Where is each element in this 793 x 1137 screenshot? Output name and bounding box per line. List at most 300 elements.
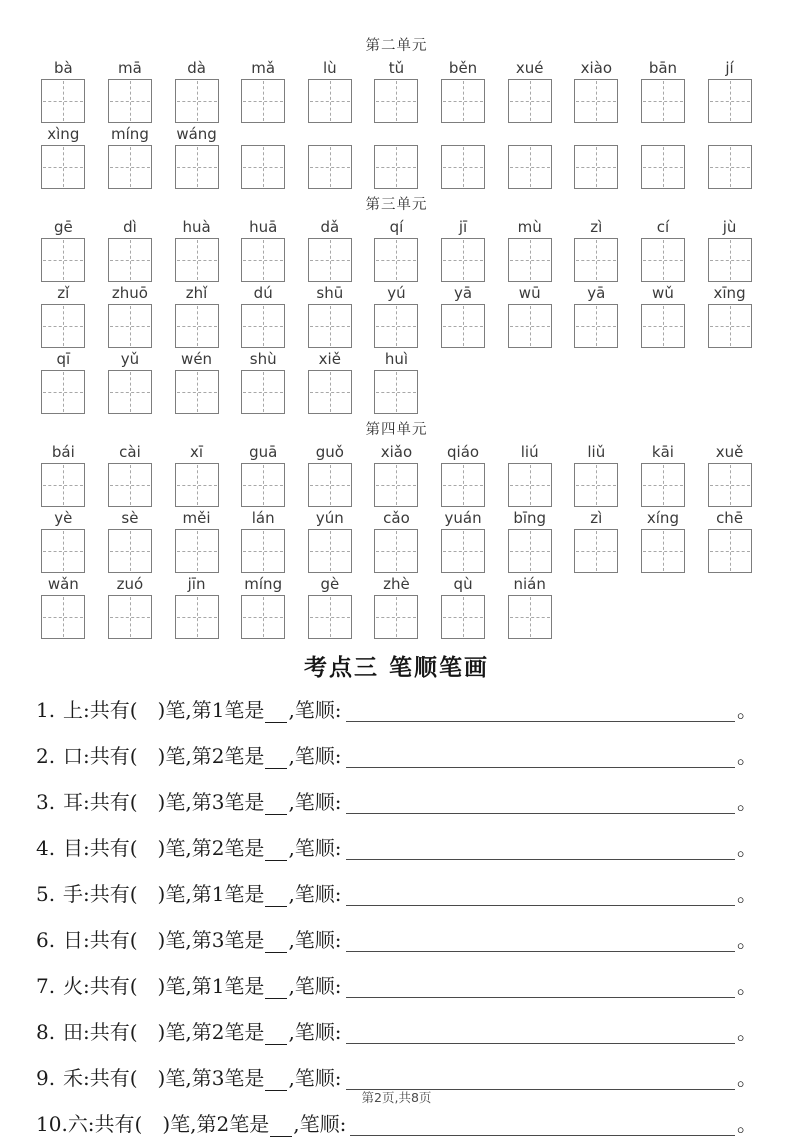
- question-number: 3.: [36, 790, 56, 814]
- question-period: 。: [737, 744, 757, 768]
- grid-dashed-vline: [197, 372, 198, 412]
- grid-cell: [496, 124, 563, 189]
- stroke-answer-blank[interactable]: [265, 994, 287, 999]
- pinyin-label: qiáo: [447, 443, 480, 461]
- question-number: 10.: [36, 1112, 68, 1136]
- writing-grid-box[interactable]: [641, 79, 685, 123]
- grid-cell: [496, 442, 563, 507]
- question-number: 2.: [36, 744, 56, 768]
- stroke-answer-blank[interactable]: [270, 1132, 292, 1137]
- pinyin-label: dì: [123, 218, 137, 236]
- grid-dashed-vline: [663, 531, 664, 571]
- grid-cell: [363, 442, 430, 507]
- grid-dashed-vline: [396, 306, 397, 346]
- writing-grid-box[interactable]: [308, 595, 352, 639]
- writing-grid-box[interactable]: [41, 370, 85, 414]
- grid-dashed-vline: [130, 306, 131, 346]
- stroke-order-answer-line[interactable]: [350, 1131, 735, 1136]
- writing-grid-box[interactable]: [308, 529, 352, 573]
- writing-grid-box[interactable]: [41, 595, 85, 639]
- grid-dashed-vline: [130, 597, 131, 637]
- question-text-after-blank: ,笔顺:: [288, 882, 342, 906]
- writing-grid-box[interactable]: [708, 238, 752, 282]
- stroke-answer-blank[interactable]: [265, 1040, 287, 1045]
- writing-grid-box[interactable]: [641, 529, 685, 573]
- grid-dashed-vline: [63, 465, 64, 505]
- grid-cell: [163, 58, 230, 123]
- question-period: 。: [737, 698, 757, 722]
- grid-cell: [230, 217, 297, 282]
- writing-grid-box[interactable]: [374, 529, 418, 573]
- writing-grid-box[interactable]: [708, 79, 752, 123]
- question-text-after-blank: ,笔顺:: [288, 744, 342, 768]
- pinyin-label: wū: [518, 284, 541, 302]
- pinyin-label: zhuō: [111, 284, 148, 302]
- writing-grid-box[interactable]: [308, 370, 352, 414]
- grid-dashed-vline: [463, 81, 464, 121]
- question-row: [36, 878, 757, 907]
- grid-cell: [563, 124, 630, 189]
- pinyin-label: wén: [181, 350, 213, 368]
- grid-dashed-vline: [197, 531, 198, 571]
- writing-grid-box[interactable]: [508, 529, 552, 573]
- grid-cell: [230, 442, 297, 507]
- pinyin-label: jí: [725, 59, 734, 77]
- writing-grid-box[interactable]: [108, 370, 152, 414]
- pinyin-label: zhè: [383, 575, 410, 593]
- writing-grid-box[interactable]: [374, 304, 418, 348]
- pinyin-label: dú: [253, 284, 273, 302]
- question-number: 4.: [36, 836, 56, 860]
- grid-dashed-vline: [330, 597, 331, 637]
- grid-dashed-vline: [330, 465, 331, 505]
- grid-cell: [163, 283, 230, 348]
- question-text: 上:共有( )笔,第1笔是: [63, 698, 265, 722]
- grid-cell: [163, 349, 230, 414]
- writing-grid-box[interactable]: [374, 463, 418, 507]
- grid-cell: [630, 508, 697, 573]
- writing-grid-box[interactable]: [175, 145, 219, 189]
- grid-dashed-vline: [263, 81, 264, 121]
- grid-cell: [696, 58, 763, 123]
- grid-dashed-vline: [730, 147, 731, 187]
- pinyin-label: bīng: [513, 509, 547, 527]
- grid-cell: [297, 574, 364, 639]
- grid-dashed-vline: [596, 465, 597, 505]
- unit-title: 第二单元: [365, 38, 428, 54]
- writing-grid-box[interactable]: [708, 304, 752, 348]
- grid-cell: [30, 574, 97, 639]
- writing-grid-box[interactable]: [708, 463, 752, 507]
- pinyin-label: xué: [515, 59, 544, 77]
- writing-grid-box[interactable]: [41, 463, 85, 507]
- pinyin-label: dǎ: [320, 218, 340, 236]
- grid-cell: [297, 508, 364, 573]
- writing-grid-box[interactable]: [308, 463, 352, 507]
- question-row: [36, 1062, 757, 1091]
- writing-grid-box[interactable]: [441, 238, 485, 282]
- question-row: [36, 1016, 757, 1045]
- pinyin-label: nián: [513, 575, 546, 593]
- grid-cell: [430, 442, 497, 507]
- pinyin-label: wǎn: [47, 575, 79, 593]
- writing-grid-box[interactable]: [308, 145, 352, 189]
- grid-row: [30, 508, 763, 573]
- pinyin-label: cǎo: [383, 509, 410, 527]
- stroke-answer-blank[interactable]: [265, 902, 287, 907]
- grid-cell: [97, 508, 164, 573]
- grid-cell: [30, 349, 97, 414]
- grid-cell: [97, 574, 164, 639]
- grid-cell: [430, 124, 497, 189]
- writing-grid-box[interactable]: [441, 304, 485, 348]
- writing-grid-box[interactable]: [175, 463, 219, 507]
- grid-dashed-vline: [596, 531, 597, 571]
- grid-dashed-vline: [596, 240, 597, 280]
- pinyin-label: huā: [249, 218, 278, 236]
- pinyin-units-container: [30, 34, 763, 639]
- writing-grid-box[interactable]: [641, 463, 685, 507]
- grid-cell: [430, 58, 497, 123]
- grid-cell: [430, 283, 497, 348]
- writing-grid-box[interactable]: [308, 304, 352, 348]
- pinyin-label: yún: [315, 509, 344, 527]
- page-footer: 第2页,共8页: [361, 1090, 432, 1105]
- grid-dashed-vline: [463, 147, 464, 187]
- grid-row: [30, 442, 763, 507]
- grid-cell: [297, 283, 364, 348]
- pinyin-label: xiě: [318, 350, 341, 368]
- stroke-order-answer-line[interactable]: [346, 993, 735, 998]
- grid-dashed-vline: [596, 147, 597, 187]
- writing-grid-box[interactable]: [241, 79, 285, 123]
- pinyin-label: huà: [182, 218, 211, 236]
- grid-dashed-vline: [263, 147, 264, 187]
- writing-grid-box[interactable]: [508, 304, 552, 348]
- grid-cell: [297, 124, 364, 189]
- grid-cell: [630, 58, 697, 123]
- question-period: 。: [737, 836, 757, 860]
- pinyin-label: míng: [111, 125, 149, 143]
- pinyin-label: yǔ: [120, 350, 140, 368]
- exercise-heading: 考点三 笔顺笔画: [303, 654, 489, 681]
- stroke-answer-blank[interactable]: [265, 948, 287, 953]
- writing-grid-box[interactable]: [574, 304, 618, 348]
- grid-cell: [97, 283, 164, 348]
- unit-title: 第三单元: [365, 197, 428, 213]
- grid-cell: [696, 283, 763, 348]
- pinyin-label: liǔ: [587, 443, 606, 461]
- writing-grid-box[interactable]: [574, 529, 618, 573]
- question-number: 8.: [36, 1020, 56, 1044]
- writing-grid-box[interactable]: [441, 463, 485, 507]
- unit-title: 第四单元: [365, 422, 428, 438]
- stroke-order-answer-line[interactable]: [346, 717, 735, 722]
- question-text-after-blank: ,笔顺:: [288, 928, 342, 952]
- writing-grid-box[interactable]: [574, 238, 618, 282]
- writing-grid-box[interactable]: [308, 238, 352, 282]
- grid-cell: [97, 349, 164, 414]
- grid-cell: [363, 217, 430, 282]
- writing-grid-box[interactable]: [41, 304, 85, 348]
- grid-row: [30, 124, 763, 189]
- question-text: 口:共有( )笔,第2笔是: [63, 744, 265, 768]
- writing-grid-box[interactable]: [108, 304, 152, 348]
- grid-dashed-vline: [530, 81, 531, 121]
- grid-dashed-vline: [197, 240, 198, 280]
- question-text-after-blank: ,笔顺:: [288, 1066, 342, 1090]
- question-row: [36, 970, 757, 999]
- stroke-order-answer-line[interactable]: [346, 855, 735, 860]
- pinyin-label: zuó: [116, 575, 144, 593]
- stroke-order-answer-line[interactable]: [346, 809, 735, 814]
- pinyin-label: zhǐ: [185, 284, 208, 302]
- writing-grid-box[interactable]: [175, 79, 219, 123]
- writing-grid-box[interactable]: [708, 529, 752, 573]
- grid-dashed-vline: [396, 240, 397, 280]
- pinyin-label: guǒ: [315, 443, 344, 461]
- grid-dashed-vline: [396, 81, 397, 121]
- grid-cell: [563, 58, 630, 123]
- writing-grid-box[interactable]: [241, 238, 285, 282]
- grid-dashed-vline: [130, 147, 131, 187]
- pinyin-label: gē: [53, 218, 73, 236]
- pinyin-label: míng: [244, 575, 283, 593]
- grid-row: [30, 574, 763, 639]
- writing-grid-box[interactable]: [241, 463, 285, 507]
- stroke-order-answer-line[interactable]: [346, 763, 735, 768]
- unit-section: [30, 418, 763, 639]
- pinyin-label: zì: [590, 218, 603, 236]
- writing-grid-box[interactable]: [241, 370, 285, 414]
- writing-grid-box[interactable]: [641, 238, 685, 282]
- pinyin-label: xiǎo: [380, 443, 413, 461]
- grid-dashed-vline: [130, 81, 131, 121]
- pinyin-label: shū: [316, 284, 344, 302]
- grid-dashed-vline: [330, 531, 331, 571]
- writing-grid-box[interactable]: [108, 238, 152, 282]
- writing-grid-box[interactable]: [108, 595, 152, 639]
- grid-dashed-vline: [463, 597, 464, 637]
- question-number: 5.: [36, 882, 56, 906]
- writing-grid-box[interactable]: [108, 145, 152, 189]
- question-text-after-blank: ,笔顺:: [288, 974, 342, 998]
- grid-cell: [30, 217, 97, 282]
- writing-grid-box[interactable]: [641, 145, 685, 189]
- pinyin-label: běn: [448, 59, 478, 77]
- grid-cell: [430, 574, 497, 639]
- writing-grid-box[interactable]: [241, 145, 285, 189]
- grid-dashed-vline: [730, 306, 731, 346]
- stroke-order-answer-line[interactable]: [346, 901, 735, 906]
- writing-grid-box[interactable]: [574, 463, 618, 507]
- question-period: 。: [737, 1066, 757, 1090]
- grid-dashed-vline: [263, 465, 264, 505]
- grid-dashed-vline: [663, 147, 664, 187]
- writing-grid-box[interactable]: [175, 304, 219, 348]
- pinyin-label: jī: [458, 218, 468, 236]
- writing-grid-box[interactable]: [41, 238, 85, 282]
- grid-cell: [230, 574, 297, 639]
- question-text: 耳:共有( )笔,第3笔是: [63, 790, 265, 814]
- unit-section: [30, 34, 763, 189]
- grid-dashed-vline: [663, 306, 664, 346]
- grid-dashed-vline: [130, 240, 131, 280]
- grid-cell: [363, 508, 430, 573]
- pinyin-label: lù: [322, 59, 337, 77]
- grid-cell: [30, 442, 97, 507]
- grid-dashed-vline: [730, 531, 731, 571]
- writing-grid-box[interactable]: [241, 529, 285, 573]
- question-row: [36, 832, 757, 861]
- grid-dashed-vline: [263, 531, 264, 571]
- grid-cell: [630, 283, 697, 348]
- grid-cell: [363, 58, 430, 123]
- grid-cell: [97, 58, 164, 123]
- writing-grid-box[interactable]: [508, 238, 552, 282]
- grid-cell: [297, 217, 364, 282]
- unit-section: [30, 193, 763, 414]
- writing-grid-box[interactable]: [108, 463, 152, 507]
- writing-grid-box[interactable]: [374, 595, 418, 639]
- writing-grid-box[interactable]: [374, 370, 418, 414]
- pinyin-label: qù: [453, 575, 473, 593]
- writing-grid-box[interactable]: [441, 79, 485, 123]
- grid-cell: [563, 283, 630, 348]
- stroke-order-answer-line[interactable]: [346, 947, 735, 952]
- grid-cell: [563, 442, 630, 507]
- grid-cell: [363, 349, 430, 414]
- writing-grid-box[interactable]: [574, 145, 618, 189]
- pinyin-label: kāi: [651, 443, 674, 461]
- question-period: 。: [737, 882, 757, 906]
- question-period: 。: [737, 790, 757, 814]
- writing-grid-box[interactable]: [508, 463, 552, 507]
- question-text: 田:共有( )笔,第2笔是: [63, 1020, 265, 1044]
- grid-dashed-vline: [396, 597, 397, 637]
- pinyin-label: xiào: [580, 59, 613, 77]
- grid-row: [30, 58, 763, 123]
- grid-dashed-vline: [530, 531, 531, 571]
- grid-dashed-vline: [530, 240, 531, 280]
- writing-grid-box[interactable]: [108, 529, 152, 573]
- pinyin-label: sè: [121, 509, 139, 527]
- pinyin-label: chē: [716, 509, 744, 527]
- grid-cell: [297, 349, 364, 414]
- question-number: 9.: [36, 1066, 56, 1090]
- grid-dashed-vline: [596, 306, 597, 346]
- pinyin-label: liú: [520, 443, 539, 461]
- pinyin-label: wáng: [176, 125, 217, 143]
- writing-grid-box[interactable]: [641, 304, 685, 348]
- grid-dashed-vline: [330, 81, 331, 121]
- writing-grid-box[interactable]: [175, 370, 219, 414]
- pinyin-label: xíng: [646, 509, 679, 527]
- writing-grid-box[interactable]: [574, 79, 618, 123]
- writing-grid-box[interactable]: [41, 79, 85, 123]
- grid-cell: [496, 217, 563, 282]
- grid-cell: [30, 508, 97, 573]
- writing-grid-box[interactable]: [308, 79, 352, 123]
- grid-cell: [230, 283, 297, 348]
- grid-dashed-vline: [530, 306, 531, 346]
- stroke-answer-blank[interactable]: [265, 856, 287, 861]
- grid-dashed-vline: [130, 372, 131, 412]
- grid-dashed-vline: [63, 147, 64, 187]
- grid-dashed-vline: [63, 372, 64, 412]
- grid-cell: [163, 124, 230, 189]
- writing-grid-box[interactable]: [41, 145, 85, 189]
- grid-dashed-vline: [63, 597, 64, 637]
- grid-cell: [30, 124, 97, 189]
- writing-grid-box[interactable]: [41, 529, 85, 573]
- writing-grid-box[interactable]: [441, 145, 485, 189]
- grid-dashed-vline: [396, 531, 397, 571]
- grid-dashed-vline: [63, 240, 64, 280]
- writing-grid-box[interactable]: [241, 595, 285, 639]
- grid-cell: [430, 508, 497, 573]
- grid-cell: [496, 574, 563, 639]
- writing-grid-box[interactable]: [108, 79, 152, 123]
- question-period: 。: [737, 1020, 757, 1044]
- writing-grid-box[interactable]: [175, 529, 219, 573]
- grid-cell: [230, 58, 297, 123]
- writing-grid-box[interactable]: [175, 238, 219, 282]
- grid-cell: [297, 58, 364, 123]
- writing-grid-box[interactable]: [374, 238, 418, 282]
- pinyin-label: jīn: [187, 575, 206, 593]
- writing-grid-box[interactable]: [441, 595, 485, 639]
- pinyin-label: bái: [51, 443, 75, 461]
- grid-cell: [496, 58, 563, 123]
- writing-grid-box[interactable]: [175, 595, 219, 639]
- grid-cell: [496, 508, 563, 573]
- writing-grid-box[interactable]: [708, 145, 752, 189]
- question-text: 禾:共有( )笔,第3笔是: [63, 1066, 265, 1090]
- pinyin-label: gè: [320, 575, 340, 593]
- stroke-answer-blank[interactable]: [265, 718, 287, 723]
- grid-dashed-vline: [396, 465, 397, 505]
- stroke-answer-blank[interactable]: [265, 764, 287, 769]
- unit-rows: [30, 442, 763, 639]
- grid-cell: [696, 124, 763, 189]
- pinyin-label: bān: [648, 59, 678, 77]
- writing-grid-box[interactable]: [441, 529, 485, 573]
- writing-grid-box[interactable]: [374, 79, 418, 123]
- question-row: [36, 924, 757, 953]
- question-text: 手:共有( )笔,第1笔是: [63, 882, 265, 906]
- writing-grid-box[interactable]: [508, 595, 552, 639]
- pinyin-label: shù: [249, 350, 277, 368]
- question-text-after-blank: ,笔顺:: [293, 1112, 347, 1136]
- question-period: 。: [737, 974, 757, 998]
- pinyin-label: cí: [656, 218, 670, 236]
- writing-grid-box[interactable]: [508, 145, 552, 189]
- stroke-order-answer-line[interactable]: [346, 1039, 735, 1044]
- grid-dashed-vline: [463, 465, 464, 505]
- pinyin-label: lán: [251, 509, 275, 527]
- question-text-after-blank: ,笔顺:: [288, 836, 342, 860]
- pinyin-label: yú: [387, 284, 406, 302]
- grid-cell: [363, 574, 430, 639]
- stroke-answer-blank[interactable]: [265, 810, 287, 815]
- writing-grid-box[interactable]: [241, 304, 285, 348]
- writing-grid-box[interactable]: [508, 79, 552, 123]
- grid-cell: [363, 283, 430, 348]
- grid-dashed-vline: [197, 465, 198, 505]
- writing-grid-box[interactable]: [374, 145, 418, 189]
- grid-cell: [230, 508, 297, 573]
